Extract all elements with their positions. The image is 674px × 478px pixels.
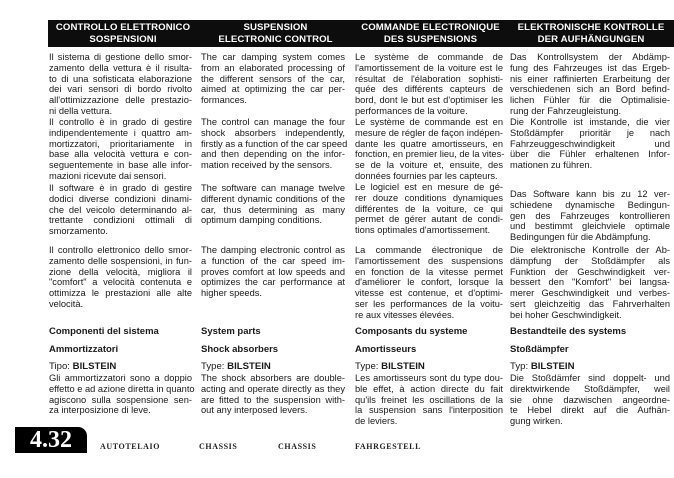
section-header-english (198, 20, 353, 47)
header-line: COMMANDE ELECTRONIQUE (361, 22, 500, 33)
section-header-italian (48, 20, 198, 47)
footer-label: FAHRGESTELL (355, 442, 422, 451)
header-line: ELECTRONIC CONTROL (218, 34, 333, 45)
description (49, 373, 195, 416)
text-line: formances. (201, 95, 247, 106)
paragraph (49, 183, 192, 237)
text-line: aimed at optimizing the car per- (201, 84, 345, 95)
text-line: The car damping system comes (201, 52, 345, 62)
text-line: l'amortissement des suspensions (355, 255, 503, 266)
text-line: za interposizione di leve. (49, 405, 151, 416)
text-line: lichen Fühler für die Optimalisie- (510, 95, 670, 106)
text-line: ble effet, à action directe du fait (355, 383, 503, 394)
text-line: Les amortisseurs sont du type dou- (355, 373, 503, 383)
text-line: Die Kontrolle ist imstande, die vier (510, 117, 670, 127)
text-line: l'amortissement de la voiture est le (355, 62, 503, 73)
text-line: résultat de l'élaboration sophisti- (355, 73, 503, 84)
text-line: che del veicolo determinando al- (49, 204, 192, 215)
header-line: SOSPENSIONI (89, 34, 157, 45)
subsection-title: Amortisseurs (355, 344, 417, 355)
text-line: rer douze conditions dynamiques (355, 192, 503, 203)
text-line: fung des Fahrzeuges ist das Ergeb- (510, 62, 670, 73)
text-line: a function of the car speed im- (201, 255, 345, 266)
text-line: sie ohne dazwischen angeordne- (510, 394, 670, 405)
subsection-title: Shock absorbers (201, 344, 279, 355)
text-line: dei vari sensori di bordo rivolto (49, 84, 192, 95)
text-line: mortizzatori, prioritariamente in (49, 138, 192, 149)
text-line: fonction, en premier lieu, de la vites- (355, 149, 505, 160)
text-line: rung der Fahrzeugleistung. (510, 105, 622, 116)
paragraph (510, 245, 670, 321)
text-line: de leviers. (355, 416, 398, 427)
description (355, 373, 503, 427)
paragraph (510, 189, 670, 243)
text-line: über die Fühler erhaltenen Infor- (510, 149, 670, 160)
text-line: re aux vitesses élevées. (355, 309, 455, 320)
text-line: Le système de commande est en (355, 117, 503, 127)
text-line: out any interposed levers. (201, 405, 308, 416)
text-line: smorzamento. (49, 226, 108, 237)
text-line: the different sensors of the car, (201, 73, 345, 84)
text-line: firstly as a function of the car speed (201, 138, 348, 149)
text-line: shock absorbers independently, (201, 127, 345, 138)
text-line: Stoßdämpfer prioritär je nach (510, 127, 670, 138)
text-line: higher speeds. (201, 288, 262, 299)
text-line: und bestimmt gleichviele optimale (510, 221, 670, 232)
type-line (355, 361, 425, 372)
text-line: trettante condizioni ottimali di (49, 215, 192, 226)
text-line: seguentemente in base alle infor- (49, 160, 192, 171)
text-line: Die Stoßdämfer sind doppelt- und (510, 373, 670, 383)
text-line: proves comfort at low speeds and (201, 266, 345, 277)
type-label: Tipo: (49, 361, 70, 372)
text-line: Bedingungen für die Abdämpfung. (510, 232, 651, 243)
text-line: dante les quatre amortisseurs, en (355, 138, 503, 149)
text-line: "comfort" a velocità contenuta e (49, 277, 192, 288)
text-line: mationen zu führen. (510, 160, 593, 171)
text-line: sert gleichzeitig das Fahrverhalten (510, 298, 670, 309)
text-line: dodici diverse condizioni dinami- (49, 193, 192, 204)
text-line: The shock absorbers are double- (201, 373, 345, 383)
header-line: DER AUFHÄNGUNGEN (537, 34, 645, 45)
text-line: from an elaborated processing of (201, 62, 345, 73)
paragraph (201, 245, 345, 299)
text-line: Le système de commande de (355, 52, 503, 62)
paragraph (355, 245, 503, 321)
type-line (510, 361, 575, 372)
header-line: DES SUSPENSIONS (383, 34, 478, 45)
footer-label: CHASSIS (199, 442, 238, 451)
text-line: merer Geschwindigkeit und verbes- (510, 288, 670, 299)
section-title: Composants du systeme (355, 326, 468, 337)
type-value: BILSTEIN (72, 361, 117, 372)
paragraph (49, 117, 192, 182)
text-line: Il controllo elettronico dello smor- (49, 245, 192, 255)
page-number-badge: 4.32 (15, 427, 87, 453)
text-line: effetto e ad azione diretta in quanto (49, 383, 195, 394)
text-line: all'ottimizzazione delle prestazio- (49, 95, 192, 106)
text-line: The software can manage twelve (201, 183, 345, 193)
text-line: direktwirkende Stoßdämpfer, weil (510, 383, 670, 394)
text-line: different dynamic conditions of the (201, 193, 345, 204)
text-line: verschiedenen sich an Bord befind- (510, 84, 670, 95)
text-line: Gli ammortizzatori sono a doppio (49, 373, 192, 383)
text-line: Il sistema di gestione dello smor- (49, 52, 192, 62)
type-label: Type: (201, 361, 225, 372)
text-line: quée des différents capteurs de (355, 84, 503, 95)
type-value: BILSTEIN (381, 361, 425, 372)
text-line: indipendentemente i quattro am- (49, 127, 192, 138)
text-line: to di una sofisticata elaborazione (49, 73, 192, 84)
section-header-french (353, 20, 508, 47)
text-line: Das Kontrollsystem der Abdämp- (510, 52, 670, 62)
text-line: zione della velocità, migliora il (49, 266, 192, 277)
text-line: La commande électronique de (355, 245, 503, 255)
text-line: permet de gérer autant de condi- (355, 214, 503, 225)
type-line (49, 361, 116, 372)
subsection-title: Stoßdämpfer (510, 344, 569, 355)
text-line: en fonction de la vitesse permet (355, 266, 503, 277)
text-line: ottimizza le prestazioni alle alte (49, 288, 192, 299)
text-line: ser les performances de la voitu- (355, 298, 503, 309)
text-line: velocità. (49, 298, 84, 309)
paragraph (510, 117, 670, 171)
paragraph (201, 52, 345, 106)
type-label: Type: (355, 361, 379, 372)
text-line: mazioni ricevute dai sensori. (49, 170, 167, 181)
text-line: différentes de la voiture, ce qui (355, 203, 503, 214)
text-line: Il controllo è in grado di gestire (49, 117, 192, 127)
text-line: tions optimales d'amortissement. (355, 225, 491, 236)
description (510, 373, 670, 427)
text-line: données fournies par les capteurs. (355, 170, 498, 181)
text-line: schiedene dynamische Bedingun- (510, 199, 670, 210)
footer-label: AUTOTELAIO (100, 442, 161, 451)
text-line: acting and operate directly as they (201, 383, 345, 394)
text-line: zamento della vettura è il risulta- (49, 62, 192, 73)
text-line: Funktion der Geschwindigkeit ver- (510, 266, 670, 277)
header-line: CONTROLLO ELETTRONICO (55, 22, 191, 33)
paragraph (49, 52, 192, 117)
paragraph (355, 52, 503, 117)
text-line: la suspension sans l'interposition (355, 405, 503, 416)
header-line: ELEKTRONISCHE KONTROLLE (517, 22, 665, 33)
text-line: Le logiciel est en mesure de gé- (355, 182, 503, 192)
header-line: SUSPENSION (243, 22, 308, 33)
type-label: Typ: (510, 361, 529, 372)
type-value: BILSTEIN (530, 361, 575, 372)
paragraph (510, 52, 670, 117)
text-line: gung wirken. (510, 416, 563, 427)
description (201, 373, 345, 416)
text-line: performances de la voiture. (355, 105, 468, 116)
text-line: are fitted to the suspension with- (201, 394, 345, 405)
section-title: Bestandteile des systems (510, 326, 627, 337)
text-line: The damping electronic control as (201, 245, 345, 255)
text-line: Il software è in grado di gestire (49, 183, 192, 193)
text-line: car, thus determining as many (201, 204, 345, 215)
text-line: vitesse est contenue, et d'optimi- (355, 288, 503, 299)
paragraph (201, 183, 345, 226)
text-line: optimum damping conditions. (201, 215, 322, 226)
text-line: ni della vettura. (49, 105, 113, 116)
paragraph (201, 117, 348, 171)
section-header-german (508, 20, 674, 47)
text-line: The control can manage the four (201, 117, 345, 127)
text-line: and then depending on the infor- (201, 149, 345, 160)
text-line: bord, dont le but est d'optimiser les (355, 95, 503, 106)
footer-label: CHASSIS (278, 442, 317, 451)
type-line (201, 361, 271, 372)
section-title: System parts (201, 326, 261, 337)
paragraph (49, 245, 192, 310)
type-value: BILSTEIN (227, 361, 271, 372)
text-line: bei hoher Geschwindigkeit. (510, 309, 622, 320)
text-line: base alla velocità vettura e con- (49, 149, 192, 160)
paragraph (355, 182, 503, 236)
text-line: optimizes the car performance at (201, 277, 345, 288)
text-line: zamento delle sospensioni, in fun- (49, 255, 192, 266)
text-line: nis einer raffinierten Erarbeitung der (510, 73, 670, 84)
text-line: Die elektronische Kontrolle der Ab- (510, 245, 670, 255)
text-line: d'améliorer le confort, lorsque la (355, 277, 503, 288)
paragraph (355, 117, 503, 182)
text-line: mation received by the sensors. (201, 160, 333, 171)
subsection-title: Ammortizzatori (49, 344, 119, 355)
text-line: mesure de régler de façon indépen- (355, 127, 503, 138)
text-line: bessert den "Komfort" bei langsa- (510, 277, 670, 288)
text-line: qu'ils freinet les oscillations de la (355, 394, 503, 405)
text-line: dämpfung der Stoßdämpfer als (510, 255, 670, 266)
text-line: Das Software kann bis zu 12 ver- (510, 189, 670, 199)
text-line: se de la voiture et, ensuite, des (355, 160, 503, 171)
section-title: Componenti del sistema (49, 326, 159, 337)
text-line: te Hebel direkt auf die Aufhän- (510, 405, 670, 416)
text-line: Fahrzeuggeschwindigkeit und (510, 138, 670, 149)
text-line: agiscono sulla sospensione sen- (49, 394, 192, 405)
text-line: gen des Fahrzeuges kontrollieren (510, 210, 670, 221)
